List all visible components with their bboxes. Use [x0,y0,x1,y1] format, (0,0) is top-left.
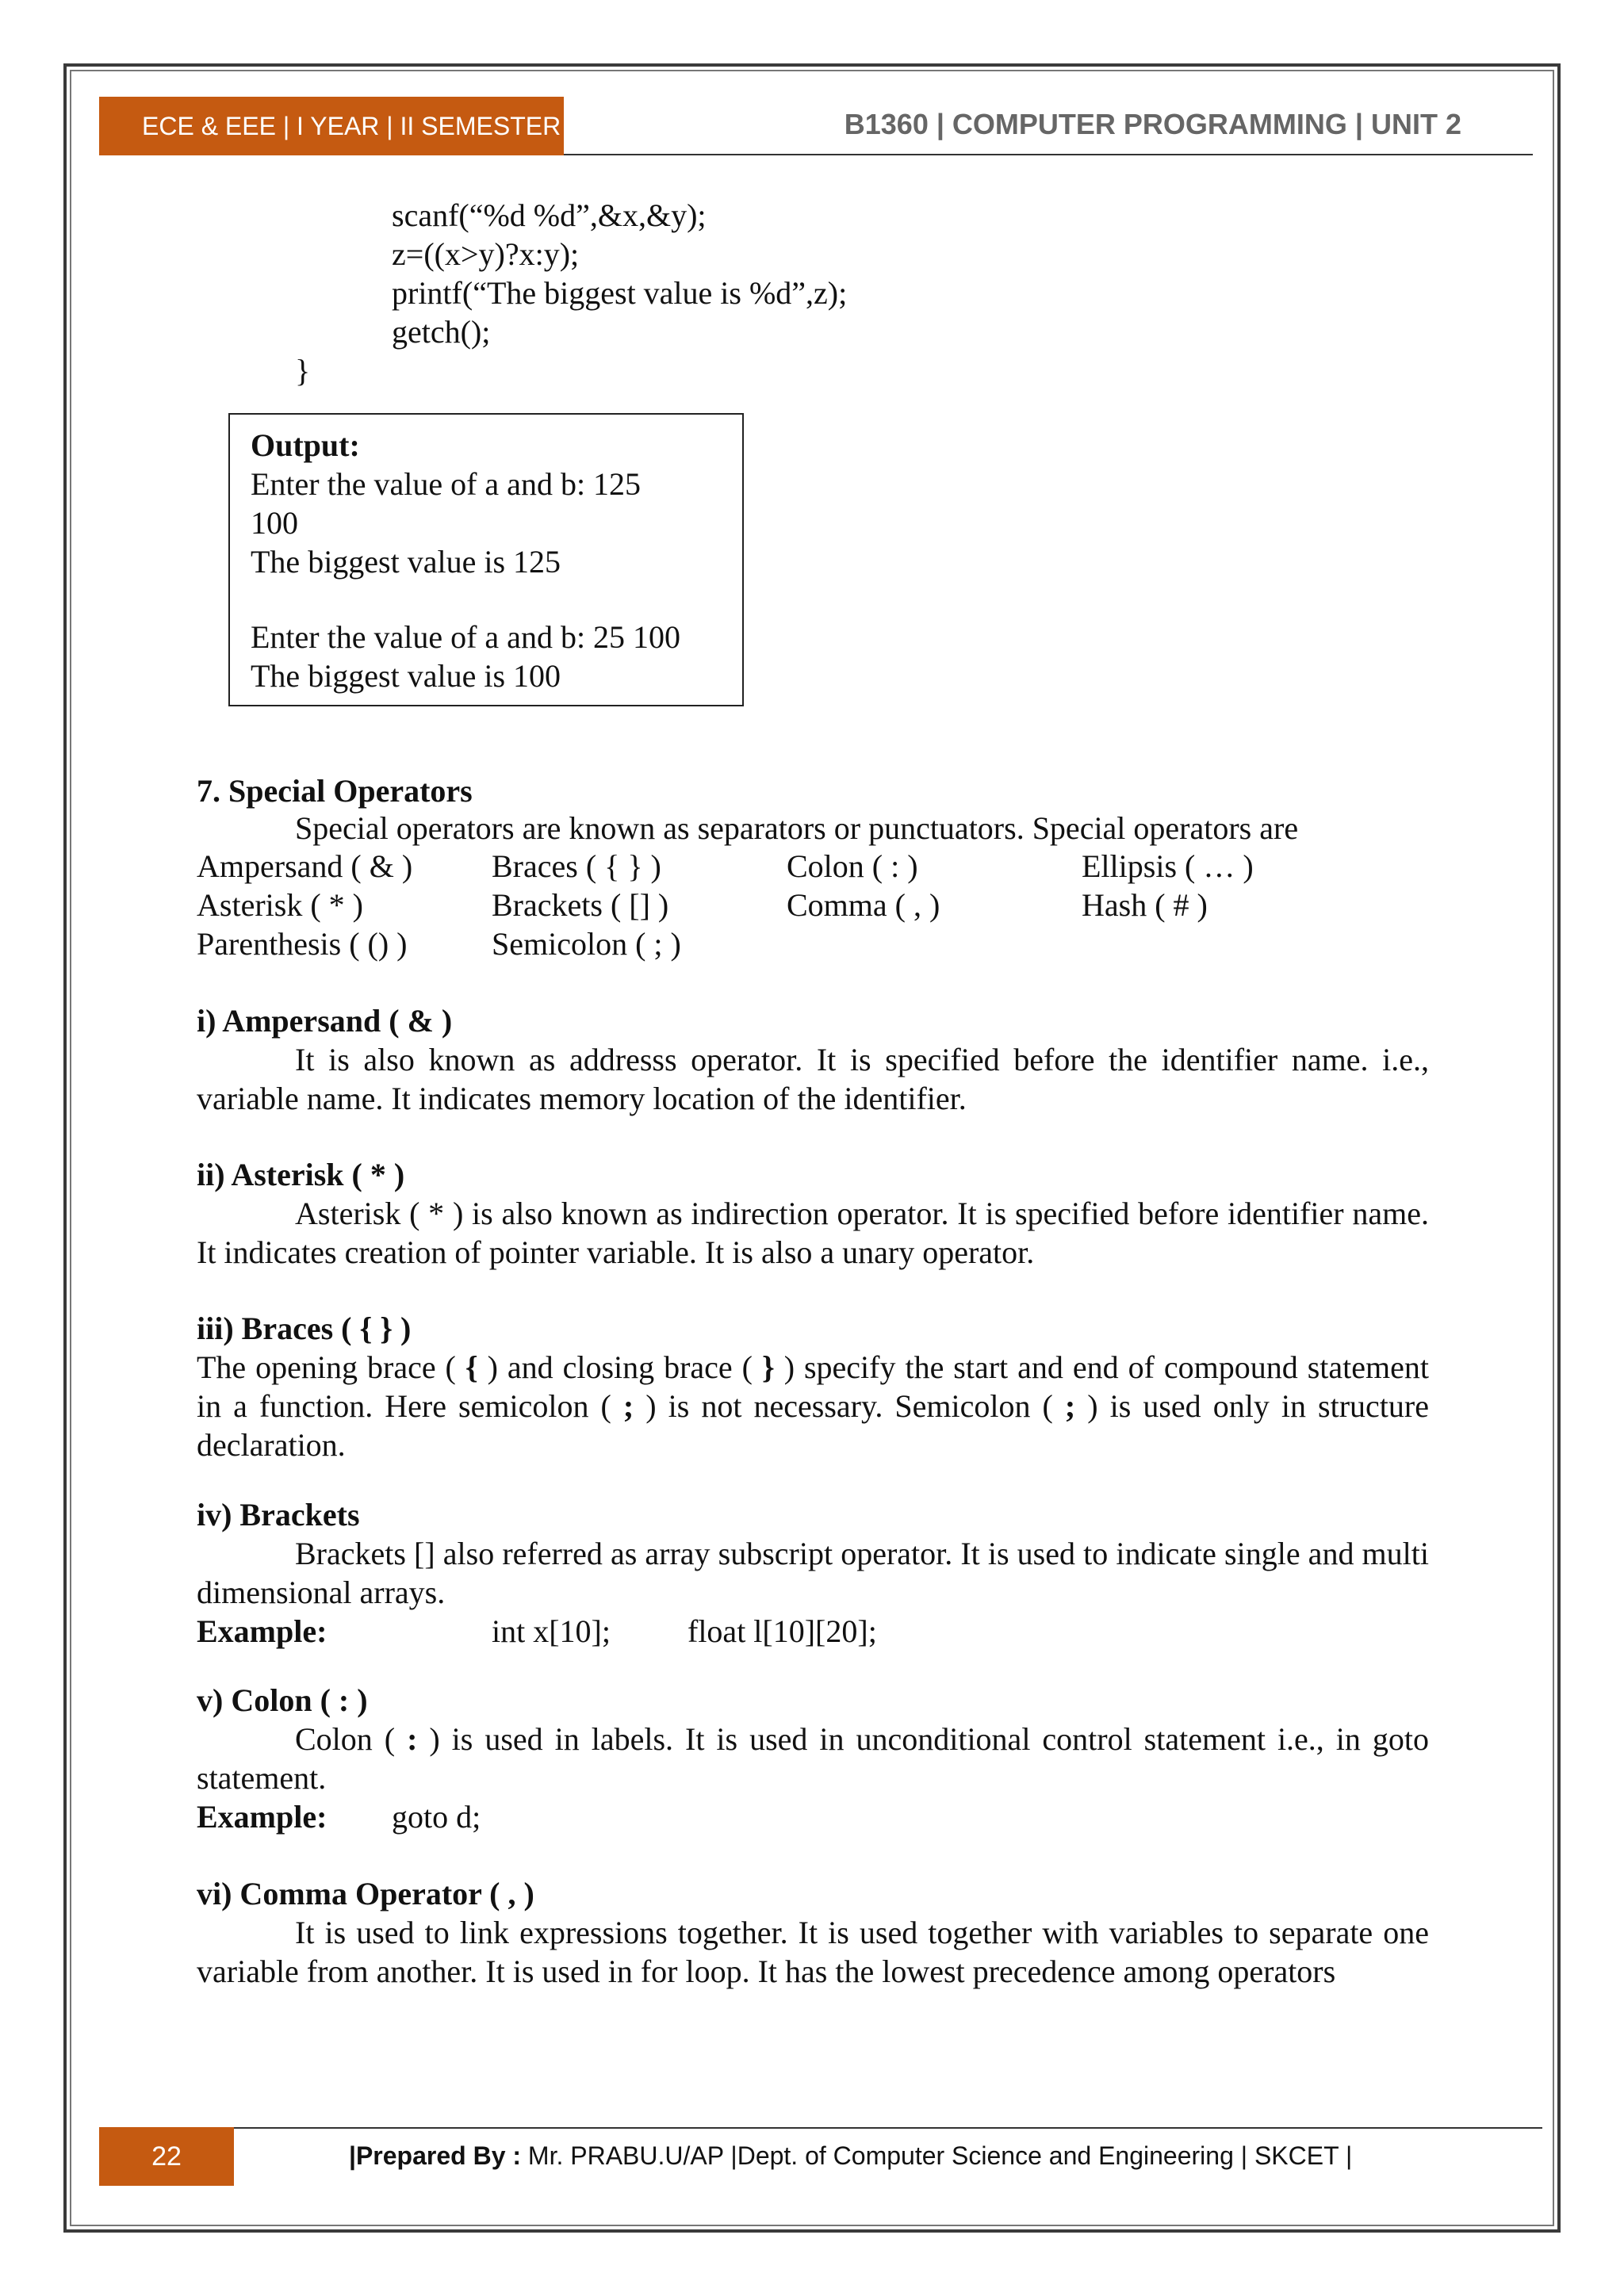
section-heading-brackets: iv) Brackets [197,1497,360,1533]
operator-item: Hash ( # ) [1082,887,1208,923]
braces-text: ) is used only in structure declaration. [197,1388,1429,1463]
footer-credit [349,2141,1352,2171]
prepared-by-details: Mr. PRABU.U/AP |Dept. of Computer Science and Engineering | SKCET | [527,2141,1353,2170]
output-line: Enter the value of a and b: 25 100 [251,619,681,655]
colon-symbol: : [407,1721,418,1757]
header-course-label: ECE & EEE | I YEAR | II SEMESTER [99,97,564,155]
braces-open-symbol: { [465,1349,478,1385]
footer-rule [234,2127,1542,2129]
section-body-ampersand: It is also known as addresss operator. It is specified before the identifier name. i.e., variable name. It indicates memory location of the identifier. [197,1042,1429,1116]
example-label: Example: [197,1613,327,1649]
example-code: float l[10][20]; [688,1613,877,1649]
braces-text: ) is not necessary. Semicolon ( [634,1388,1065,1424]
output-line: 100 [251,505,298,541]
colon-text: ) is used in labels. It is used in unconditional control statement i.e., in goto statement. [197,1721,1429,1796]
operator-item: Parenthesis ( () ) [197,926,408,962]
code-line: printf(“The biggest value is %d”,z); [392,275,848,311]
section-heading-braces: iii) Braces ( { } ) [197,1311,412,1346]
output-line: The biggest value is 100 [251,658,561,694]
output-title: Output: [251,427,360,463]
section-heading-special-operators: 7. Special Operators [197,773,473,809]
code-line: getch(); [392,314,491,350]
section-heading-colon: v) Colon ( : ) [197,1682,368,1718]
operator-item: Braces ( { } ) [492,848,661,884]
section-heading-ampersand: i) Ampersand ( & ) [197,1003,453,1039]
code-line: scanf(“%d %d”,&x,&y); [392,197,707,233]
operator-item: Ellipsis ( … ) [1082,848,1254,884]
semicolon-symbol: ; [622,1388,634,1424]
section-heading-asterisk: ii) Asterisk ( * ) [197,1157,405,1192]
example-code: goto d; [392,1799,481,1835]
example-label: Example: [197,1799,327,1835]
example-code: int x[10]; [492,1613,611,1649]
section-body-brackets: Brackets [] also referred as array subscript operator. It is used to indicate single and multi dimensional arrays. [197,1536,1429,1610]
section-body-asterisk: Asterisk ( * ) is also known as indirection operator. It is specified before identifier name. It indicates creation of pointer variable. It is also a unary operator. [197,1196,1429,1270]
semicolon-symbol: ; [1064,1388,1076,1424]
braces-close-symbol: } [761,1349,775,1385]
braces-text: ) and closing brace ( [477,1349,762,1385]
operator-item: Comma ( , ) [787,887,940,923]
operator-item: Brackets ( [] ) [492,887,669,923]
operator-item: Ampersand ( & ) [197,848,413,884]
special-operators-intro: Special operators are known as separators or punctuators. Special operators are [295,810,1299,846]
braces-text: The opening brace ( [197,1349,465,1385]
section-body-braces [197,1348,1429,1464]
section-body-comma: It is used to link expressions together. It is used together with variables to separate one variable from another. It is used in for loop. It has the lowest precedence among operators [197,1915,1429,1989]
page-number: 22 [99,2127,234,2186]
header-subject-title: B1360 | COMPUTER PROGRAMMING | UNIT 2 [844,108,1461,140]
output-line: The biggest value is 125 [251,544,561,580]
code-closing-brace: } [295,353,311,388]
section-body-colon [197,1720,1429,1797]
special-operators-list [197,847,1434,963]
section-heading-comma: vi) Comma Operator ( , ) [197,1876,534,1911]
prepared-by-label: |Prepared By : [349,2141,528,2170]
operator-item: Colon ( : ) [787,848,918,884]
output-line: Enter the value of a and b: 125 [251,466,642,502]
braces-text: ) specify the start and end of compound statement in a function. Here semicolon ( [197,1349,1429,1424]
operator-item: Semicolon ( ; ) [492,926,681,962]
code-line: z=((x>y)?x:y); [392,236,580,272]
colon-text: Colon ( [295,1721,408,1757]
operator-item: Asterisk ( * ) [197,887,363,923]
